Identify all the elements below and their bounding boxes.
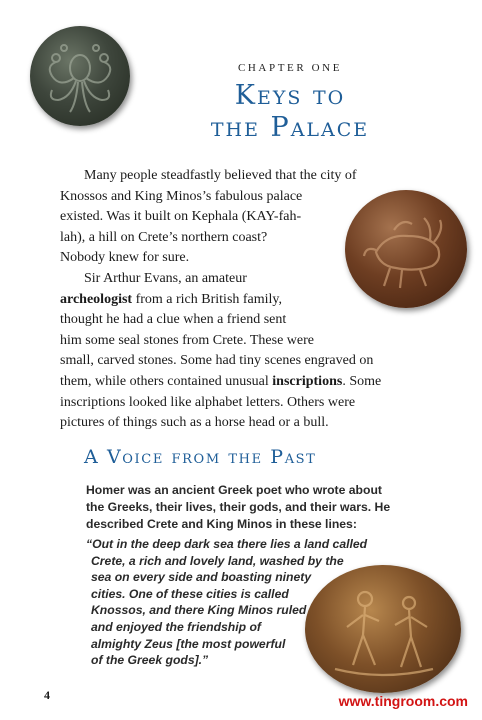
figures-seal-image bbox=[305, 565, 461, 693]
body-line: thought he had a clue when a friend sent bbox=[60, 312, 287, 328]
body-line bbox=[60, 372, 460, 393]
quote-line: cities. One of these cities is called bbox=[91, 586, 289, 601]
body-line: existed. Was it built on Kephala (KAY-fah- bbox=[60, 209, 302, 225]
body-line: Many people steadfastly believed that the city of bbox=[84, 168, 357, 183]
quote-line: and enjoyed the friendship of bbox=[91, 619, 261, 634]
body-line bbox=[60, 290, 360, 311]
page-number: 4 bbox=[44, 688, 50, 702]
quote-line: Crete, a rich and lovely land, washed by the bbox=[91, 553, 344, 568]
body-line: Sir Arthur Evans, an amateur bbox=[84, 270, 247, 286]
body-line-segment: from a rich British family, bbox=[132, 291, 283, 307]
quote-line: Knossos, and there King Minos ruled bbox=[91, 603, 307, 618]
quote-line: of the Greek gods].” bbox=[91, 653, 209, 668]
glossary-term-archeologist: archeologist bbox=[60, 291, 133, 307]
watermark: www.tingroom.com bbox=[338, 693, 468, 709]
sidebar-intro-line: Homer was an ancient Greek poet who wrote about bbox=[86, 483, 382, 497]
chapter-title-line: Keys to bbox=[234, 80, 346, 111]
body-line: him some seal stones from Crete. These were bbox=[60, 332, 315, 348]
body-line: pictures of things such as a horse head or a bull. bbox=[60, 415, 329, 431]
body-line: Nobody knew for sure. bbox=[60, 250, 190, 266]
octopus-seal-image bbox=[30, 26, 130, 126]
body-text bbox=[60, 166, 382, 434]
quote-line: almighty Zeus [the most powerful bbox=[91, 636, 286, 651]
sidebar-intro bbox=[86, 482, 416, 532]
chapter-label: CHAPTER ONE bbox=[237, 62, 343, 74]
bull-seal-image bbox=[345, 190, 467, 308]
sidebar-heading: A Voice from the Past bbox=[84, 446, 317, 468]
sidebar-intro-line: the Greeks, their lives, their gods, and their wars. He bbox=[86, 499, 391, 514]
body-line: small, carved stones. Some had tiny scenes engraved on bbox=[60, 353, 374, 369]
body-line: lah), a hill on Crete’s northern coast? bbox=[60, 229, 268, 245]
quote-line: “Out in the deep dark sea there lies a land called bbox=[86, 537, 368, 551]
chapter-title bbox=[130, 80, 450, 144]
body-line: Knossos and King Minos’s fabulous palace bbox=[60, 188, 303, 204]
body-line-segment: them, while others contained unusual bbox=[60, 373, 273, 389]
sidebar-intro-line: described Crete and King Minos in these lines: bbox=[86, 516, 357, 531]
chapter-title-line: the Palace bbox=[210, 112, 370, 143]
quote-line: sea on every side and boasting ninety bbox=[91, 570, 312, 585]
homer-quote bbox=[86, 536, 368, 669]
body-line: inscriptions looked like alphabet letters. Others were bbox=[60, 394, 356, 410]
body-line-segment: . Some bbox=[342, 373, 382, 389]
glossary-term-inscriptions: inscriptions bbox=[272, 373, 343, 389]
